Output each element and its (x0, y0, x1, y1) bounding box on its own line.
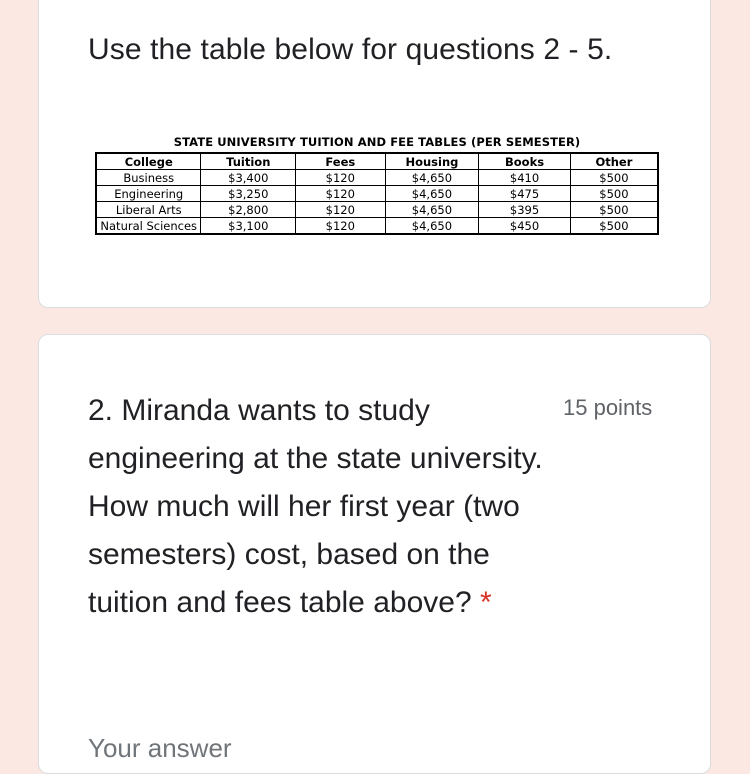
column-header: College (96, 153, 201, 170)
table-cell: $395 (479, 202, 571, 218)
table-cell: $4,650 (385, 170, 479, 186)
section-title: Use the table below for questions 2 - 5. (88, 33, 613, 66)
table-cell: $3,250 (201, 186, 296, 202)
table-cell: $2,800 (201, 202, 296, 218)
column-header: Tuition (201, 153, 296, 170)
table-cell: $120 (296, 186, 386, 202)
table-cell: $4,650 (385, 218, 479, 235)
points-label: 15 points (563, 395, 653, 420)
required-asterisk: * (479, 586, 492, 619)
table-cell: Natural Sciences (96, 218, 201, 235)
table-header-row (96, 153, 658, 170)
tuition-fee-table (95, 152, 659, 235)
column-header: Fees (296, 153, 386, 170)
table-cell: Business (96, 170, 201, 186)
table-cell: $410 (479, 170, 571, 186)
table-cell: $500 (570, 186, 658, 202)
column-header: Books (479, 153, 571, 170)
question-label: 2. Miranda wants to study engineering at the state university. How much will her first year (two semesters) cost, based on the tuition and fees table above? (88, 394, 543, 619)
table-cell: $120 (296, 202, 386, 218)
table-cell: Engineering (96, 186, 201, 202)
table-cell: $4,650 (385, 202, 479, 218)
table-cell: Liberal Arts (96, 202, 201, 218)
table-cell: $4,650 (385, 186, 479, 202)
table-cell: $3,100 (201, 218, 296, 235)
table-row (96, 170, 658, 186)
tuition-table-image (95, 135, 659, 235)
table-cell: $500 (570, 202, 658, 218)
table-cell: $120 (296, 170, 386, 186)
column-header: Other (570, 153, 658, 170)
table-cell: $500 (570, 170, 658, 186)
table-caption: STATE UNIVERSITY TUITION AND FEE TABLES (PER SEMESTER) (173, 135, 581, 149)
table-cell: $475 (479, 186, 571, 202)
table-row (96, 186, 658, 202)
intro-card (38, 0, 711, 308)
question-text (88, 387, 558, 627)
table-cell: $450 (479, 218, 571, 235)
table-cell: $3,400 (201, 170, 296, 186)
table-row (96, 202, 658, 218)
table-cell: $120 (296, 218, 386, 235)
table-row (96, 218, 658, 235)
table-cell: $500 (570, 218, 658, 235)
column-header: Housing (385, 153, 479, 170)
answer-input[interactable]: Your answer (88, 733, 232, 763)
question-card (38, 334, 711, 774)
